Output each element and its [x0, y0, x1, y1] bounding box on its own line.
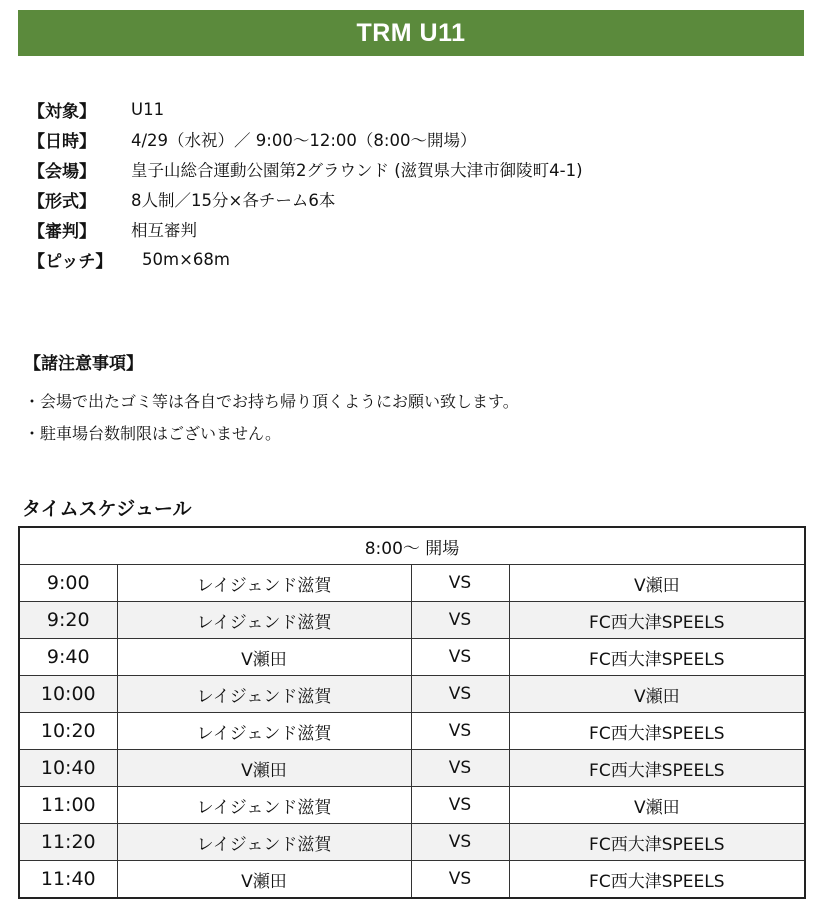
away-team: FC西大津SPEELS [509, 602, 805, 639]
match-row [19, 713, 805, 750]
opening-row [19, 527, 805, 565]
versus-label: VS [411, 676, 509, 713]
info-value: 相互審判 [131, 221, 197, 240]
match-time: 9:20 [19, 602, 117, 639]
info-row-pitch [28, 244, 798, 274]
versus-label: VS [411, 639, 509, 676]
away-team: V瀬田 [509, 787, 805, 824]
match-time: 10:00 [19, 676, 117, 713]
match-time: 11:00 [19, 787, 117, 824]
opening-time: 8:00～ 開場 [19, 527, 805, 565]
info-value: U11 [131, 99, 165, 119]
info-label: 【審判】 [28, 221, 96, 242]
match-time: 10:20 [19, 713, 117, 750]
match-row [19, 861, 805, 899]
home-team: レイジェンド滋賀 [117, 676, 411, 713]
info-label: 【ピッチ】 [28, 251, 113, 272]
match-time: 11:40 [19, 861, 117, 899]
info-value: 4/29（水祝）／ 9:00～12:00（8:00～開場） [131, 131, 477, 150]
notes-section [24, 346, 804, 448]
page-title-bar [18, 10, 804, 56]
info-value: 皇子山総合運動公園第2グラウンド (滋賀県大津市御陵町4-1) [131, 161, 583, 180]
info-label: 【日時】 [28, 131, 96, 152]
away-team: FC西大津SPEELS [509, 861, 805, 899]
match-row [19, 602, 805, 639]
match-row [19, 824, 805, 861]
away-team: FC西大津SPEELS [509, 639, 805, 676]
note-item: ・会場で出たゴミ等は各自でお持ち帰り頂くようにお願い致します。 [24, 391, 519, 411]
match-row [19, 639, 805, 676]
info-row-target [28, 94, 798, 124]
match-time: 9:40 [19, 639, 117, 676]
versus-label: VS [411, 713, 509, 750]
note-item: ・駐車場台数制限はございません。 [24, 423, 281, 443]
page-title: TRM U11 [356, 18, 466, 47]
info-value: 8人制／15分×各チーム6本 [131, 191, 336, 210]
schedule-heading: タイムスケジュール [22, 497, 192, 520]
home-team: V瀬田 [117, 639, 411, 676]
home-team: レイジェンド滋賀 [117, 824, 411, 861]
away-team: FC西大津SPEELS [509, 713, 805, 750]
away-team: FC西大津SPEELS [509, 750, 805, 787]
versus-label: VS [411, 750, 509, 787]
notes-heading: 【諸注意事項】 [24, 353, 143, 374]
home-team: レイジェンド滋賀 [117, 602, 411, 639]
versus-label: VS [411, 787, 509, 824]
away-team: FC西大津SPEELS [509, 824, 805, 861]
versus-label: VS [411, 861, 509, 899]
home-team: レイジェンド滋賀 [117, 787, 411, 824]
event-info [28, 94, 798, 274]
versus-label: VS [411, 602, 509, 639]
info-row-referee [28, 214, 798, 244]
schedule-table [18, 526, 806, 899]
info-label: 【対象】 [28, 101, 96, 122]
versus-label: VS [411, 824, 509, 861]
match-time: 10:40 [19, 750, 117, 787]
home-team: V瀬田 [117, 861, 411, 899]
info-label: 【会場】 [28, 161, 96, 182]
match-row [19, 565, 805, 602]
match-row [19, 787, 805, 824]
match-time: 11:20 [19, 824, 117, 861]
home-team: V瀬田 [117, 750, 411, 787]
info-label: 【形式】 [28, 191, 96, 212]
versus-label: VS [411, 565, 509, 602]
home-team: レイジェンド滋賀 [117, 565, 411, 602]
away-team: V瀬田 [509, 676, 805, 713]
match-time: 9:00 [19, 565, 117, 602]
info-value: 50m×68m [142, 249, 230, 269]
away-team: V瀬田 [509, 565, 805, 602]
home-team: レイジェンド滋賀 [117, 713, 411, 750]
info-row-venue [28, 154, 798, 184]
info-row-format [28, 184, 798, 214]
match-row [19, 750, 805, 787]
match-row [19, 676, 805, 713]
notes-list [24, 384, 804, 448]
info-row-datetime [28, 124, 798, 154]
